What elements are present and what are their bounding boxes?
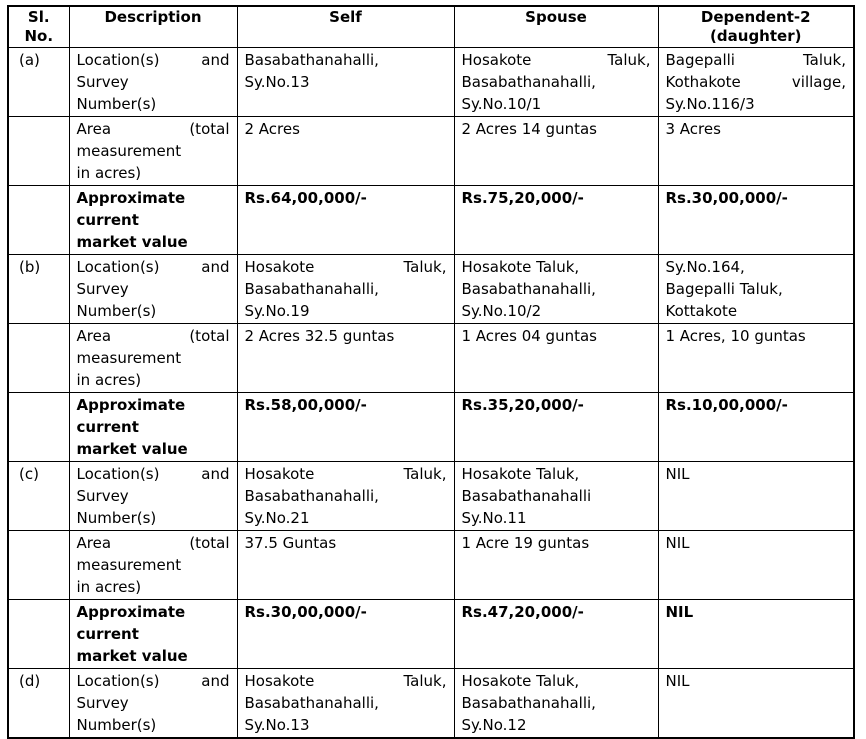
cell-sl-no (8, 600, 69, 669)
table-body (8, 48, 854, 739)
cell-text-line: Hosakote Taluk, (244, 465, 447, 483)
cell-text-line: Sy.No.10/1 (461, 95, 542, 113)
table-row (8, 600, 854, 669)
cell-spouse (454, 324, 658, 393)
cell-sl-no (8, 531, 69, 600)
table-header (8, 6, 854, 48)
cell-text-line: Survey (76, 73, 129, 91)
table-row (8, 186, 854, 255)
cell-text-line: Area (total (76, 120, 230, 138)
cell-text-line: 2 Acres (244, 120, 300, 138)
cell-text-line: in acres) (76, 578, 142, 596)
cell-text-line: Sy.No.10/2 (461, 302, 542, 320)
cell-text-line: Basabathanahalli, (244, 51, 379, 69)
cell-text-line: Hosakote Taluk, (461, 465, 580, 483)
cell-dep (658, 600, 854, 669)
cell-text-line: Hosakote Taluk, (461, 258, 580, 276)
cell-text-line: Bagepalli Taluk, (665, 280, 783, 298)
cell-text-line: NIL (665, 465, 690, 483)
cell-dep (658, 117, 854, 186)
cell-text-line: 1 Acres 04 guntas (461, 327, 597, 345)
cell-text-line: Survey (76, 280, 129, 298)
table-row (8, 48, 854, 117)
cell-text-line: measurement (76, 142, 182, 160)
table-row (8, 531, 854, 600)
cell-spouse (454, 531, 658, 600)
cell-self (237, 48, 454, 117)
cell-dep (658, 462, 854, 531)
cell-text-line: Kothakote village, (665, 73, 846, 91)
cell-spouse (454, 669, 658, 739)
cell-text-line: Basabathanahalli, (244, 280, 379, 298)
cell-desc (69, 255, 237, 324)
cell-desc (69, 531, 237, 600)
cell-text-line: current (76, 211, 139, 229)
cell-text-line: Sy.No.21 (244, 509, 310, 527)
cell-self (237, 324, 454, 393)
cell-sl-no (8, 462, 69, 531)
cell-text-line: Hosakote Taluk, (461, 672, 580, 690)
table-row (8, 393, 854, 462)
cell-spouse (454, 48, 658, 117)
cell-dep (658, 186, 854, 255)
cell-self (237, 600, 454, 669)
cell-text-line: NIL (665, 603, 694, 621)
cell-text-line: Number(s) (76, 716, 157, 734)
cell-text-line: market value (76, 647, 188, 665)
header-cell-dep (658, 6, 854, 48)
cell-text-line: Rs.47,20,000/- (461, 603, 584, 621)
cell-text-line: Location(s) and (76, 51, 230, 69)
cell-dep (658, 48, 854, 117)
cell-text-line: Rs.75,20,000/- (461, 189, 584, 207)
cell-text-line: Sy.No.116/3 (665, 95, 755, 113)
cell-text-line: Basabathanahalli, (461, 73, 596, 91)
table-row (8, 669, 854, 739)
header-cell-spouse (454, 6, 658, 48)
header-label-line: Spouse (525, 8, 587, 26)
cell-text-line: in acres) (76, 164, 142, 182)
cell-desc (69, 393, 237, 462)
cell-text-line: Approximate (76, 189, 186, 207)
cell-text-line: Basabathanahalli, (244, 694, 379, 712)
cell-text-line: Sy.No.19 (244, 302, 310, 320)
cell-text-line: Rs.64,00,000/- (244, 189, 367, 207)
cell-text-line: measurement (76, 556, 182, 574)
cell-self (237, 531, 454, 600)
cell-self (237, 117, 454, 186)
cell-text-line: NIL (665, 534, 690, 552)
cell-text-line: Rs.35,20,000/- (461, 396, 584, 414)
table-row (8, 255, 854, 324)
sl-no-label: (a) (19, 51, 40, 69)
header-row (8, 6, 854, 48)
table-row (8, 324, 854, 393)
cell-text-line: Hosakote Taluk, (461, 51, 651, 69)
cell-desc (69, 117, 237, 186)
cell-spouse (454, 117, 658, 186)
cell-text-line: Location(s) and (76, 465, 230, 483)
cell-text-line: 3 Acres (665, 120, 721, 138)
cell-text-line: Number(s) (76, 95, 157, 113)
cell-text-line: Hosakote Taluk, (244, 672, 447, 690)
cell-sl-no (8, 48, 69, 117)
cell-self (237, 393, 454, 462)
cell-self (237, 255, 454, 324)
cell-text-line: Number(s) (76, 509, 157, 527)
cell-text-line: Basabathanahalli, (461, 280, 596, 298)
header-label-line: (daughter) (710, 27, 802, 45)
cell-sl-no (8, 117, 69, 186)
cell-text-line: Bagepalli Taluk, (665, 51, 846, 69)
cell-sl-no (8, 186, 69, 255)
cell-text-line: Location(s) and (76, 672, 230, 690)
cell-self (237, 186, 454, 255)
cell-text-line: NIL (665, 672, 690, 690)
cell-spouse (454, 186, 658, 255)
cell-text-line: 37.5 Guntas (244, 534, 337, 552)
cell-text-line: Basabathanahalli (461, 487, 592, 505)
header-label-line: Sl. (27, 8, 50, 26)
cell-text-line: Area (total (76, 327, 230, 345)
cell-text-line: Kottakote (665, 302, 738, 320)
cell-dep (658, 669, 854, 739)
sl-no-label: (c) (19, 465, 39, 483)
header-label-line: Description (104, 8, 202, 26)
cell-text-line: Survey (76, 694, 129, 712)
cell-desc (69, 48, 237, 117)
cell-text-line: Rs.30,00,000/- (665, 189, 788, 207)
immovable-assets-table (7, 5, 855, 739)
cell-text-line: Number(s) (76, 302, 157, 320)
header-label-line: Dependent-2 (700, 8, 811, 26)
cell-dep (658, 531, 854, 600)
cell-text-line: Area (total (76, 534, 230, 552)
header-label-line: Self (329, 8, 362, 26)
cell-text-line: Sy.No.11 (461, 509, 527, 527)
cell-text-line: measurement (76, 349, 182, 367)
cell-text-line: Basabathanahalli, (244, 487, 379, 505)
cell-sl-no (8, 255, 69, 324)
cell-spouse (454, 600, 658, 669)
cell-text-line: Sy.No.13 (244, 716, 310, 734)
cell-sl-no (8, 324, 69, 393)
cell-self (237, 669, 454, 739)
cell-spouse (454, 393, 658, 462)
cell-text-line: 1 Acres, 10 guntas (665, 327, 806, 345)
cell-text-line: Rs.58,00,000/- (244, 396, 367, 414)
cell-text-line: market value (76, 233, 188, 251)
cell-desc (69, 186, 237, 255)
cell-dep (658, 324, 854, 393)
cell-desc (69, 669, 237, 739)
cell-dep (658, 393, 854, 462)
header-cell-desc (69, 6, 237, 48)
cell-sl-no (8, 669, 69, 739)
cell-text-line: 2 Acres 32.5 guntas (244, 327, 395, 345)
cell-text-line: current (76, 625, 139, 643)
cell-text-line: Sy.No.13 (244, 73, 310, 91)
cell-spouse (454, 255, 658, 324)
cell-text-line: Approximate (76, 603, 186, 621)
sl-no-label: (d) (19, 672, 41, 690)
cell-text-line: market value (76, 440, 188, 458)
cell-text-line: Basabathanahalli, (461, 694, 596, 712)
cell-desc (69, 600, 237, 669)
cell-text-line: 2 Acres 14 guntas (461, 120, 597, 138)
header-label-line: No. (24, 27, 54, 45)
cell-text-line: Survey (76, 487, 129, 505)
sl-no-label: (b) (19, 258, 41, 276)
header-cell-self (237, 6, 454, 48)
cell-self (237, 462, 454, 531)
cell-desc (69, 324, 237, 393)
cell-text-line: Approximate (76, 396, 186, 414)
cell-desc (69, 462, 237, 531)
cell-text-line: current (76, 418, 139, 436)
cell-text-line: Sy.No.164, (665, 258, 745, 276)
header-cell-sl (8, 6, 69, 48)
cell-text-line: Location(s) and (76, 258, 230, 276)
cell-text-line: Hosakote Taluk, (244, 258, 447, 276)
table-row (8, 117, 854, 186)
cell-text-line: 1 Acre 19 guntas (461, 534, 590, 552)
table-row (8, 462, 854, 531)
cell-text-line: in acres) (76, 371, 142, 389)
cell-text-line: Sy.No.12 (461, 716, 527, 734)
cell-text-line: Rs.30,00,000/- (244, 603, 367, 621)
cell-sl-no (8, 393, 69, 462)
cell-spouse (454, 462, 658, 531)
cell-dep (658, 255, 854, 324)
cell-text-line: Rs.10,00,000/- (665, 396, 788, 414)
